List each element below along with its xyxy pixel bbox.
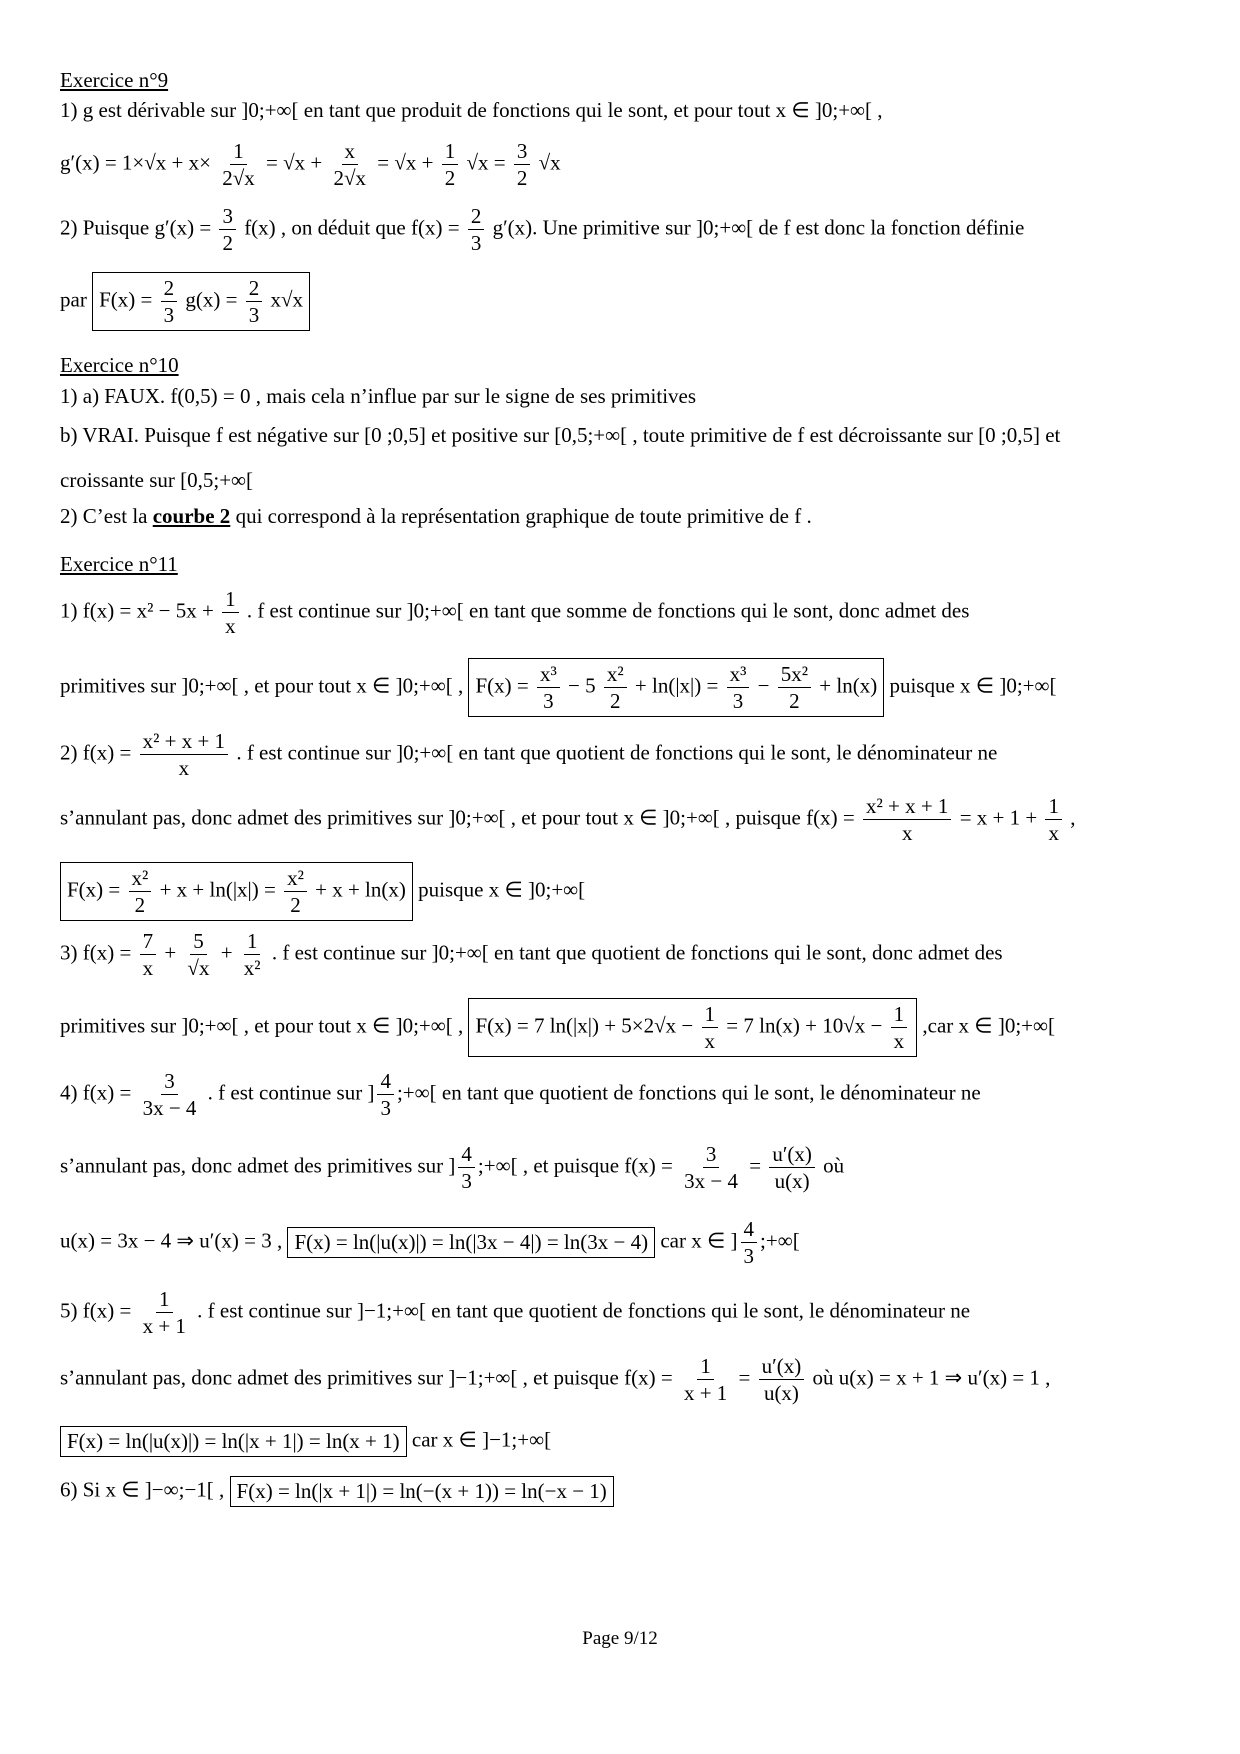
ex11-p4-line3: u(x) = 3x − 4 ⇒ u′(x) = 3 , F(x) = ln(|u(x)|) = ln(|3x − 4|) = ln(3x − 4) car x ∈ ] $\frac{4}{3}$ ;+∞[ <box>60 1217 800 1269</box>
text: √x <box>538 150 561 175</box>
fraction: $\frac{3}{2}$ <box>514 140 531 189</box>
text: √x = <box>466 150 506 175</box>
ex10-line2: b) VRAI. Puisque f est négative sur [0 ;0,5] et positive sur [0,5;+∞[ , toute primitive de f est décroissante sur [0 ;0,5] et <box>60 423 1061 447</box>
fraction: $\frac{1}{2√x}$ <box>222 139 255 191</box>
ex11-p3-line2: primitives sur ]0;+∞[ , et pour tout x ∈ ]0;+∞[ , F(x) = 7 ln(|x|) + 5×2√x − $\frac{1}{x}$ = 7 ln(x) + 10√x − $\frac{1}{x}$ ,car x ∈ ]0;+∞[ <box>60 998 1180 1057</box>
ex11-p1-line1: 1) f(x) = x² − 5x + $\frac{1}{x}$ . f est continue sur ]0;+∞[ en tant que somme de fonctions qui le sont, donc admet des <box>60 587 970 639</box>
ex11-p1-line2: primitives sur ]0;+∞[ , et pour tout x ∈ ]0;+∞[ , F(x) = $\frac{\text{x³}}{3}$ − 5 $\frac{\text{x²}}{2}$ + ln(|x|) = $\frac{\text{x³}}{3}$ − $\frac{\text{5x²}}{2}$ + ln(x) puisque x ∈ ]0;+∞[ <box>60 658 1180 717</box>
text: g′(x) = 1×√x + x× <box>60 150 211 175</box>
ex11-p2-line3: F(x) = $\frac{\text{x²}}{2}$ + x + ln(|x|) = $\frac{\text{x²}}{2}$ + x + ln(x) puisque x ∈ ]0;+∞[ <box>60 862 1180 921</box>
emphasis: courbe 2 <box>152 504 231 528</box>
ex9-heading: Exercice n°9 <box>60 68 169 92</box>
ex11-p2-line2: s’annulant pas, donc admet des primitives sur ]0;+∞[ , et pour tout x ∈ ]0;+∞[ , puisque f(x) = $\frac{\text{x² + x + 1}}{x}$ = x + 1 + $\frac{1}{x}$ , <box>60 794 1076 846</box>
ex11-p5-line3: F(x) = ln(|u(x)|) = ln(|x + 1|) = ln(x + 1) car x ∈ ]−1;+∞[ <box>60 1426 1180 1457</box>
result-box: F(x) = ln(|u(x)|) = ln(|x + 1|) = ln(x + 1) <box>60 1426 407 1457</box>
fraction: $\frac{2}{3}$ <box>468 205 485 254</box>
result-box: F(x) = $\frac{\text{x³}}{3}$ − 5 $\frac{\text{x²}}{2}$ + ln(|x|) = $\frac{\text{x³}}{3}$ − $\frac{\text{5x²}}{2}$ + ln(x) <box>468 658 884 717</box>
ex11-p4-line2: s’annulant pas, donc admet des primitives sur ] $\frac{4}{3}$ ;+∞[ , et puisque f(x) = $\frac{3}{3x - 4}$ = $\frac{u'(x)}{u(x)}$ où <box>60 1142 845 1194</box>
ex9-line4 <box>60 272 1180 331</box>
ex11-p5-line1: 5) f(x) = $\frac{1}{x + 1}$ . f est continue sur ]−1;+∞[ en tant que quotient de fonctions qui le sont, le dénominateur ne <box>60 1287 971 1339</box>
result-box: F(x) = $\frac{\text{x²}}{2}$ + x + ln(|x|) = $\frac{\text{x²}}{2}$ + x + ln(x) <box>60 862 413 921</box>
result-box: F(x) = $\frac{2}{3}$ g(x) = $\frac{2}{3}$ x√x <box>92 272 310 331</box>
text: g′(x). Une primitive sur ]0;+∞[ de f est donc la fonction définie <box>492 215 1025 240</box>
ex9-derivative <box>60 140 1180 189</box>
ex11-p6-line: 6) Si x ∈ ]−∞;−1[ , F(x) = ln(|x + 1|) = ln(−(x + 1)) = ln(−x − 1) <box>60 1476 1180 1507</box>
result-box: F(x) = 7 ln(|x|) + 5×2√x − $\frac{1}{x}$ = 7 ln(x) + 10√x − $\frac{1}{x}$ <box>468 998 917 1057</box>
ex10-line1: 1) a) FAUX. f(0,5) = 0 , mais cela n’influe par sur le signe de ses primitives <box>60 384 697 408</box>
ex9-line3 <box>60 205 1180 254</box>
text: = √x + <box>266 150 323 175</box>
page-number: Page 9/12 <box>582 1628 658 1649</box>
result-box: F(x) = ln(|u(x)|) = ln(|3x − 4|) = ln(3x − 4) <box>287 1227 655 1258</box>
ex11-p3-line1: 3) f(x) = $\frac{7}{x}$ + $\frac{5}{√x}$ + $\frac{1}{\text{x²}}$ . f est continue sur ]0;+∞[ en tant que quotient de fonctions qui le sont, donc admet des <box>60 929 1003 981</box>
ex10-line3: croissante sur [0,5;+∞[ <box>60 468 254 492</box>
ex11-p5-line2: s’annulant pas, donc admet des primitives sur ]−1;+∞[ , et puisque f(x) = $\frac{1}{x + 1}$ = $\frac{u'(x)}{u(x)}$ où u(x) = x + 1 ⇒ u′(x) = 1 , <box>60 1354 1051 1406</box>
fraction: $\frac{1}{2}$ <box>442 140 459 189</box>
fraction: $\frac{x}{2√x}$ <box>333 139 367 191</box>
result-box: F(x) = ln(|x + 1|) = ln(−(x + 1)) = ln(−x − 1) <box>230 1476 614 1507</box>
ex11-heading: Exercice n°11 <box>60 552 178 576</box>
text: par <box>60 287 87 312</box>
ex9-line1: 1) g est dérivable sur ]0;+∞[ en tant que produit de fonctions qui le sont, et pour tout x ∈ ]0;+∞[ , <box>60 98 883 122</box>
ex11-p4-line1: 4) f(x) = $\frac{3}{3x - 4}$ . f est continue sur ] $\frac{4}{3}$ ;+∞[ en tant que quotient de fonctions qui le sont, le dénominateur ne <box>60 1069 981 1121</box>
ex11-p2-line1: 2) f(x) = $\frac{\text{x² + x + 1}}{x}$ . f est continue sur ]0;+∞[ en tant que quotient de fonctions qui le sont, le dénominateur ne <box>60 729 998 781</box>
text: = √x + <box>377 150 434 175</box>
text: qui correspond à la représentation graphique de toute primitive de f . <box>230 504 812 528</box>
text: 2) C’est la <box>60 504 153 528</box>
text: 2) Puisque g′(x) = <box>60 215 212 240</box>
ex10-heading: Exercice n°10 <box>60 353 179 377</box>
fraction: $\frac{3}{2}$ <box>219 205 236 254</box>
text: f(x) , on déduit que f(x) = <box>244 215 460 240</box>
ex10-line4 <box>60 506 1180 527</box>
